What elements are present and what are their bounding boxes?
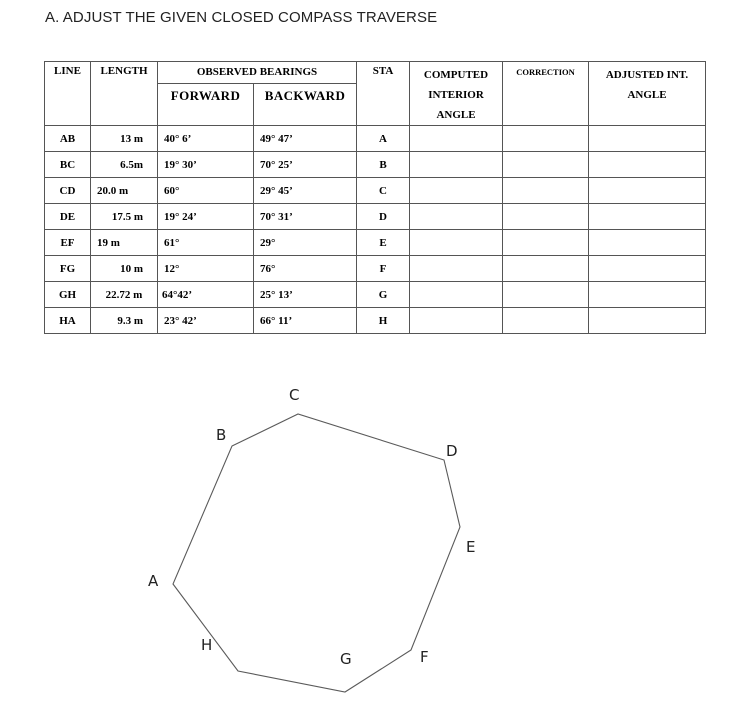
cell-length: 6.5m bbox=[91, 152, 158, 178]
cell-line: DE bbox=[45, 204, 91, 230]
header-adjusted-line1: ADJUSTED INT. bbox=[605, 69, 689, 81]
cell-length: 22.72 m bbox=[91, 282, 158, 308]
station-label-c: C bbox=[289, 386, 300, 404]
cell-backward: 29° bbox=[254, 230, 357, 256]
cell-line: AB bbox=[45, 126, 91, 152]
station-label-a: A bbox=[148, 572, 159, 590]
cell-sta: B bbox=[357, 152, 410, 178]
header-forward: FORWARD bbox=[158, 83, 254, 125]
station-label-h: H bbox=[201, 636, 213, 654]
cell-backward: 70° 31’ bbox=[254, 204, 357, 230]
cell-forward: 19° 24’ bbox=[158, 204, 254, 230]
cell-backward: 25° 13’ bbox=[254, 282, 357, 308]
cell-line: EF bbox=[45, 230, 91, 256]
cell-backward: 29° 45’ bbox=[254, 178, 357, 204]
header-computed-line1: COMPUTED bbox=[423, 69, 489, 81]
cell-sta: A bbox=[357, 126, 410, 152]
cell-backward: 66° 11’ bbox=[254, 308, 357, 334]
header-length: LENGTH bbox=[91, 62, 158, 126]
station-label-d: D bbox=[446, 442, 458, 460]
cell-sta: D bbox=[357, 204, 410, 230]
cell-length: 17.5 m bbox=[91, 204, 158, 230]
station-label-f: F bbox=[420, 648, 429, 666]
cell-sta: F bbox=[357, 256, 410, 282]
header-backward: BACKWARD bbox=[254, 83, 357, 125]
header-line: LINE bbox=[45, 62, 91, 126]
cell-forward: 40° 6’ bbox=[158, 126, 254, 152]
header-computed-line3: ANGLE bbox=[436, 109, 476, 121]
header-observed-bearings: OBSERVED BEARINGS bbox=[158, 62, 357, 84]
cell-forward: 64°42’ bbox=[158, 282, 254, 308]
cell-length: 9.3 m bbox=[91, 308, 158, 334]
cell-line: BC bbox=[45, 152, 91, 178]
cell-length: 20.0 m bbox=[91, 178, 158, 204]
cell-line: GH bbox=[45, 282, 91, 308]
traverse-polygon bbox=[173, 414, 460, 692]
station-label-e: E bbox=[466, 538, 476, 556]
station-label-g: G bbox=[340, 650, 352, 668]
cell-line: HA bbox=[45, 308, 91, 334]
cell-forward: 19° 30’ bbox=[158, 152, 254, 178]
header-sta: STA bbox=[357, 62, 410, 126]
cell-sta: H bbox=[357, 308, 410, 334]
cell-length: 13 m bbox=[91, 126, 158, 152]
cell-backward: 49° 47’ bbox=[254, 126, 357, 152]
cell-backward: 76° bbox=[254, 256, 357, 282]
cell-line: FG bbox=[45, 256, 91, 282]
cell-forward: 23° 42’ bbox=[158, 308, 254, 334]
cell-forward: 12° bbox=[158, 256, 254, 282]
cell-sta: G bbox=[357, 282, 410, 308]
cell-sta: E bbox=[357, 230, 410, 256]
page-title: A. ADJUST THE GIVEN CLOSED COMPASS TRAVERSE bbox=[45, 9, 438, 26]
station-label-b: B bbox=[216, 426, 227, 444]
cell-line: CD bbox=[45, 178, 91, 204]
cell-length: 10 m bbox=[91, 256, 158, 282]
cell-length: 19 m bbox=[91, 230, 158, 256]
header-adjusted-line2: ANGLE bbox=[627, 89, 667, 101]
header-computed-line2: INTERIOR bbox=[428, 89, 484, 101]
cell-backward: 70° 25’ bbox=[254, 152, 357, 178]
cell-sta: C bbox=[357, 178, 410, 204]
header-correction: CORRECTION bbox=[503, 62, 589, 126]
cell-forward: 60° bbox=[158, 178, 254, 204]
cell-forward: 61° bbox=[158, 230, 254, 256]
